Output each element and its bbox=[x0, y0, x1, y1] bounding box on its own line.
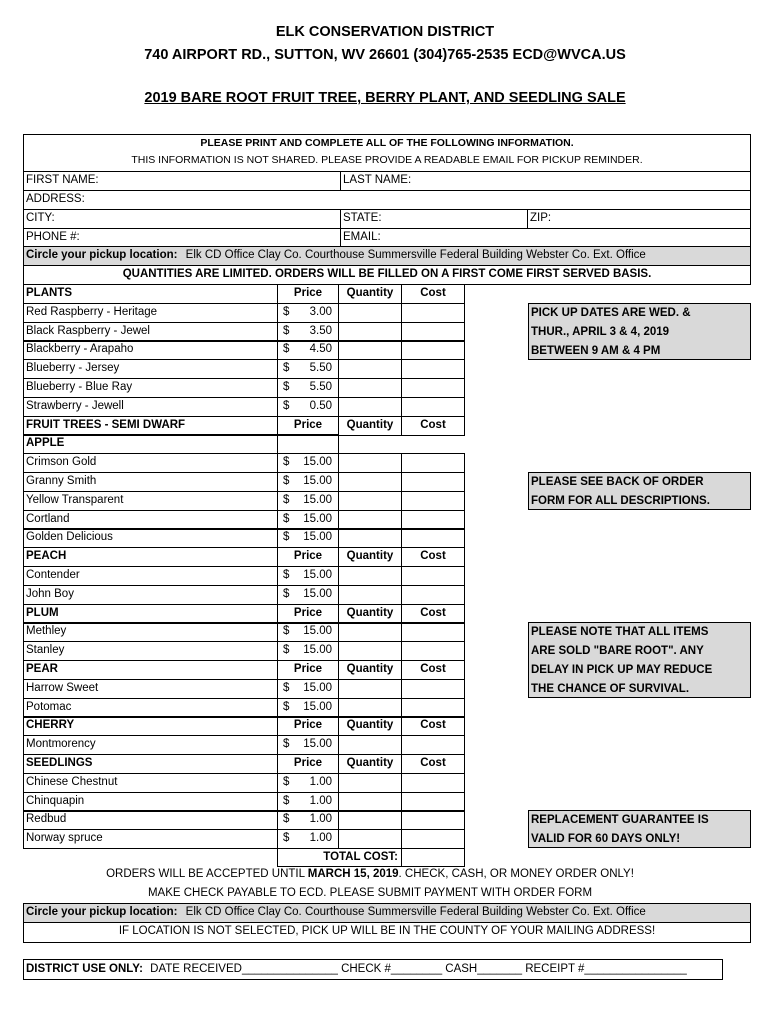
item-name: Golden Delicious bbox=[23, 528, 278, 548]
item-price: 1.00 bbox=[309, 795, 332, 807]
currency-symbol: $ bbox=[283, 813, 290, 825]
item-price: 1.00 bbox=[309, 813, 332, 825]
item-name: Harrow Sweet bbox=[23, 679, 278, 699]
section-heading-cherry: CHERRY bbox=[23, 716, 278, 736]
email-field[interactable]: EMAIL: bbox=[340, 228, 751, 247]
section-heading-pear: PEAR bbox=[23, 660, 278, 680]
currency-symbol: $ bbox=[283, 494, 290, 506]
cost-input[interactable] bbox=[401, 566, 465, 586]
quantity-input[interactable] bbox=[338, 735, 402, 755]
quantity-column-header: Quantity bbox=[338, 754, 402, 774]
price-cell bbox=[277, 359, 339, 379]
price-column-header: Price bbox=[277, 604, 339, 624]
quantity-input[interactable] bbox=[338, 810, 402, 830]
item-name: Redbud bbox=[23, 810, 278, 830]
price-cell bbox=[277, 397, 339, 417]
price-cell bbox=[277, 641, 339, 661]
district-use-fields: DATE RECEIVED_______________ CHECK #________ CASH_______ RECEIPT #________________ bbox=[150, 963, 687, 975]
quantity-input[interactable] bbox=[338, 303, 402, 323]
item-name: Crimson Gold bbox=[23, 453, 278, 473]
district-use-label: DISTRICT USE ONLY: bbox=[26, 963, 143, 975]
payable-line: MAKE CHECK PAYABLE TO ECD. PLEASE SUBMIT PAYMENT WITH ORDER FORM bbox=[147, 887, 593, 899]
price-cell bbox=[277, 622, 339, 642]
price-cell bbox=[277, 792, 339, 812]
section-heading-plum: PLUM bbox=[23, 604, 278, 624]
city-field[interactable]: CITY: bbox=[23, 209, 341, 229]
total-cost-field[interactable] bbox=[401, 848, 465, 867]
item-name: Granny Smith bbox=[23, 472, 278, 492]
cost-input[interactable] bbox=[401, 322, 465, 342]
cost-input[interactable] bbox=[401, 698, 465, 718]
note-line: FORM FOR ALL DESCRIPTIONS. bbox=[531, 495, 710, 507]
item-price: 15.00 bbox=[303, 475, 332, 487]
price-cell bbox=[277, 378, 339, 398]
pickup-locations[interactable]: Elk CD Office Clay Co. Courthouse Summersville Federal Building Webster Co. Ext. Office bbox=[185, 906, 646, 918]
cost-input[interactable] bbox=[401, 528, 465, 548]
cost-input[interactable] bbox=[401, 585, 465, 605]
bare-root-note bbox=[528, 622, 751, 698]
price-cell bbox=[277, 453, 339, 473]
cost-column-header: Cost bbox=[401, 416, 465, 436]
address-field[interactable]: ADDRESS: bbox=[23, 190, 751, 210]
price-cell bbox=[277, 810, 339, 830]
note-line: ARE SOLD "BARE ROOT". ANY bbox=[531, 645, 704, 657]
cost-input[interactable] bbox=[401, 810, 465, 830]
info-line-1: PLEASE PRINT AND COMPLETE ALL OF THE FOLLOWING INFORMATION. bbox=[200, 137, 574, 149]
item-price: 3.00 bbox=[309, 306, 332, 318]
note-line: PICK UP DATES ARE WED. & bbox=[531, 307, 691, 319]
currency-symbol: $ bbox=[283, 381, 290, 393]
currency-symbol: $ bbox=[283, 701, 290, 713]
limited-notice: QUANTITIES ARE LIMITED. ORDERS WILL BE FILLED ON A FIRST COME FIRST SERVED BASIS. bbox=[23, 265, 751, 285]
cost-input[interactable] bbox=[401, 472, 465, 492]
item-name: Montmorency bbox=[23, 735, 278, 755]
item-price: 15.00 bbox=[303, 513, 332, 525]
cost-input[interactable] bbox=[401, 679, 465, 699]
last-name-field[interactable]: LAST NAME: bbox=[340, 171, 751, 191]
org-name: ELK CONSERVATION DISTRICT bbox=[275, 24, 495, 40]
quantity-input[interactable] bbox=[338, 397, 402, 417]
price-column-header: Price bbox=[277, 716, 339, 736]
section-heading-plants: PLANTS bbox=[23, 284, 278, 304]
item-name: Chinese Chestnut bbox=[23, 773, 278, 793]
cost-input[interactable] bbox=[401, 303, 465, 323]
currency-symbol: $ bbox=[283, 325, 290, 337]
cost-input[interactable] bbox=[401, 829, 465, 849]
price-cell bbox=[277, 679, 339, 699]
item-price: 15.00 bbox=[303, 625, 332, 637]
cost-column-header: Cost bbox=[401, 604, 465, 624]
cost-input[interactable] bbox=[401, 378, 465, 398]
item-price: 1.00 bbox=[309, 832, 332, 844]
cost-input[interactable] bbox=[401, 641, 465, 661]
price-cell bbox=[277, 585, 339, 605]
item-price: 15.00 bbox=[303, 644, 332, 656]
quantity-input[interactable] bbox=[338, 340, 402, 360]
currency-symbol: $ bbox=[283, 644, 290, 656]
note-line: THUR., APRIL 3 & 4, 2019 bbox=[531, 326, 670, 338]
section-heading-seedlings: SEEDLINGS bbox=[23, 754, 278, 774]
currency-symbol: $ bbox=[283, 625, 290, 637]
price-column-header: Price bbox=[277, 284, 339, 304]
item-name: Red Raspberry - Heritage bbox=[23, 303, 278, 323]
item-price: 15.00 bbox=[303, 682, 332, 694]
currency-symbol: $ bbox=[283, 682, 290, 694]
cost-input[interactable] bbox=[401, 510, 465, 530]
price-cell-empty bbox=[277, 434, 339, 454]
item-price: 5.50 bbox=[309, 381, 332, 393]
note-line: VALID FOR 60 DAYS ONLY! bbox=[531, 833, 681, 845]
item-price: 15.00 bbox=[303, 531, 332, 543]
quantity-input[interactable] bbox=[338, 472, 402, 492]
cost-column-header: Cost bbox=[401, 547, 465, 567]
quantity-column-header: Quantity bbox=[338, 284, 402, 304]
info-instructions bbox=[23, 134, 751, 172]
cost-input[interactable] bbox=[401, 359, 465, 379]
quantity-input[interactable] bbox=[338, 829, 402, 849]
price-column-header: Price bbox=[277, 754, 339, 774]
orders-pre: ORDERS WILL BE ACCEPTED UNTIL bbox=[106, 868, 308, 880]
quantity-column-header: Quantity bbox=[338, 547, 402, 567]
orders-post: . CHECK, CASH, OR MONEY ORDER ONLY! bbox=[398, 868, 634, 880]
quantity-column-header: Quantity bbox=[338, 716, 402, 736]
quantity-input[interactable] bbox=[338, 622, 402, 642]
quantity-input[interactable] bbox=[338, 491, 402, 511]
note-line: DELAY IN PICK UP MAY REDUCE bbox=[531, 664, 713, 676]
pickup-label: Circle your pickup location: bbox=[26, 249, 178, 261]
cost-input[interactable] bbox=[401, 397, 465, 417]
cost-column-header: Cost bbox=[401, 716, 465, 736]
quantity-input[interactable] bbox=[338, 566, 402, 586]
section-heading-peach: PEACH bbox=[23, 547, 278, 567]
zip-field[interactable]: ZIP: bbox=[527, 209, 751, 229]
item-price: 15.00 bbox=[303, 588, 332, 600]
total-cost-label: TOTAL COST: bbox=[277, 848, 402, 867]
item-name: Potomac bbox=[23, 698, 278, 718]
price-cell bbox=[277, 322, 339, 342]
item-price: 1.00 bbox=[309, 776, 332, 788]
quantity-column-header: Quantity bbox=[338, 604, 402, 624]
pickup-dates-note bbox=[528, 303, 751, 360]
quantity-input[interactable] bbox=[338, 792, 402, 812]
item-name: Blueberry - Jersey bbox=[23, 359, 278, 379]
currency-symbol: $ bbox=[283, 776, 290, 788]
item-price: 15.00 bbox=[303, 494, 332, 506]
price-cell bbox=[277, 491, 339, 511]
cost-input[interactable] bbox=[401, 773, 465, 793]
note-line: THE CHANCE OF SURVIVAL. bbox=[531, 683, 690, 695]
item-name: Contender bbox=[23, 566, 278, 586]
currency-symbol: $ bbox=[283, 832, 290, 844]
item-price: 4.50 bbox=[309, 343, 332, 355]
cost-input[interactable] bbox=[401, 453, 465, 473]
price-cell bbox=[277, 735, 339, 755]
item-price: 15.00 bbox=[303, 456, 332, 468]
first-name-field[interactable]: FIRST NAME: bbox=[23, 171, 341, 191]
currency-symbol: $ bbox=[283, 475, 290, 487]
item-name: Black Raspberry - Jewel bbox=[23, 322, 278, 342]
location-not-selected-notice: IF LOCATION IS NOT SELECTED, PICK UP WILL BE IN THE COUNTY OF YOUR MAILING ADDRESS! bbox=[23, 922, 751, 943]
item-name: Blackberry - Arapaho bbox=[23, 340, 278, 360]
quantity-input[interactable] bbox=[338, 510, 402, 530]
section-heading-fruit: FRUIT TREES - SEMI DWARF bbox=[23, 416, 278, 436]
cost-column-header: Cost bbox=[401, 284, 465, 304]
currency-symbol: $ bbox=[283, 456, 290, 468]
item-name: Norway spruce bbox=[23, 829, 278, 849]
cost-input[interactable] bbox=[401, 491, 465, 511]
price-cell bbox=[277, 303, 339, 323]
price-column-header: Price bbox=[277, 660, 339, 680]
price-cell bbox=[277, 829, 339, 849]
orders-deadline bbox=[0, 868, 740, 880]
org-address: 740 AIRPORT RD., SUTTON, WV 26601 (304)765-2535 ECD@WVCA.US bbox=[144, 47, 626, 63]
pickup-locations[interactable]: Elk CD Office Clay Co. Courthouse Summersville Federal Building Webster Co. Ext. Office bbox=[185, 249, 646, 261]
pickup-label: Circle your pickup location: bbox=[26, 906, 178, 918]
item-name: Cortland bbox=[23, 510, 278, 530]
price-cell bbox=[277, 698, 339, 718]
quantity-input[interactable] bbox=[338, 359, 402, 379]
form-title: 2019 BARE ROOT FRUIT TREE, BERRY PLANT, AND SEEDLING SALE bbox=[144, 90, 626, 106]
price-cell bbox=[277, 773, 339, 793]
see-back-note bbox=[528, 472, 751, 510]
note-line: REPLACEMENT GUARANTEE IS bbox=[531, 814, 709, 826]
quantity-input[interactable] bbox=[338, 679, 402, 699]
price-cell bbox=[277, 566, 339, 586]
currency-symbol: $ bbox=[283, 400, 290, 412]
item-price: 5.50 bbox=[309, 362, 332, 374]
cost-column-header: Cost bbox=[401, 754, 465, 774]
cost-input[interactable] bbox=[401, 792, 465, 812]
quantity-input[interactable] bbox=[338, 322, 402, 342]
quantity-input[interactable] bbox=[338, 378, 402, 398]
item-price: 15.00 bbox=[303, 569, 332, 581]
item-name: Stanley bbox=[23, 641, 278, 661]
item-name: Yellow Transparent bbox=[23, 491, 278, 511]
price-column-header: Price bbox=[277, 547, 339, 567]
price-cell bbox=[277, 340, 339, 360]
item-price: 15.00 bbox=[303, 701, 332, 713]
orders-date: MARCH 15, 2019 bbox=[307, 868, 399, 880]
currency-symbol: $ bbox=[283, 738, 290, 750]
price-cell bbox=[277, 472, 339, 492]
section-heading-apple: APPLE bbox=[23, 434, 278, 454]
guarantee-note bbox=[528, 810, 751, 848]
quantity-input[interactable] bbox=[338, 641, 402, 661]
item-price: 3.50 bbox=[309, 325, 332, 337]
price-column-header: Price bbox=[277, 416, 339, 436]
note-line: PLEASE SEE BACK OF ORDER bbox=[531, 476, 704, 488]
quantity-column-header: Quantity bbox=[338, 416, 402, 436]
currency-symbol: $ bbox=[283, 588, 290, 600]
item-price: 15.00 bbox=[303, 738, 332, 750]
note-line: BETWEEN 9 AM & 4 PM bbox=[531, 345, 661, 357]
quantity-column-header: Quantity bbox=[338, 660, 402, 680]
pickup-location-row-2[interactable] bbox=[23, 903, 751, 923]
state-field[interactable]: STATE: bbox=[340, 209, 528, 229]
currency-symbol: $ bbox=[283, 531, 290, 543]
currency-symbol: $ bbox=[283, 306, 290, 318]
quantity-input[interactable] bbox=[338, 773, 402, 793]
currency-symbol: $ bbox=[283, 513, 290, 525]
item-name: Strawberry - Jewell bbox=[23, 397, 278, 417]
note-line: PLEASE NOTE THAT ALL ITEMS bbox=[531, 626, 709, 638]
district-use-row bbox=[23, 959, 723, 980]
phone-field[interactable]: PHONE #: bbox=[23, 228, 341, 247]
quantity-input[interactable] bbox=[338, 528, 402, 548]
quantity-input[interactable] bbox=[338, 585, 402, 605]
currency-symbol: $ bbox=[283, 795, 290, 807]
quantity-input[interactable] bbox=[338, 698, 402, 718]
item-name: Chinquapin bbox=[23, 792, 278, 812]
currency-symbol: $ bbox=[283, 343, 290, 355]
quantity-input[interactable] bbox=[338, 453, 402, 473]
item-price: 0.50 bbox=[309, 400, 332, 412]
pickup-location-row[interactable] bbox=[23, 246, 751, 266]
cost-column-header: Cost bbox=[401, 660, 465, 680]
cost-input[interactable] bbox=[401, 735, 465, 755]
info-line-2: THIS INFORMATION IS NOT SHARED. PLEASE PROVIDE A READABLE EMAIL FOR PICKUP REMINDER. bbox=[131, 154, 643, 166]
currency-symbol: $ bbox=[283, 569, 290, 581]
item-name: Methley bbox=[23, 622, 278, 642]
item-name: Blueberry - Blue Ray bbox=[23, 378, 278, 398]
currency-symbol: $ bbox=[283, 362, 290, 374]
cost-input[interactable] bbox=[401, 340, 465, 360]
price-cell bbox=[277, 510, 339, 530]
item-name: John Boy bbox=[23, 585, 278, 605]
cost-input[interactable] bbox=[401, 622, 465, 642]
price-cell bbox=[277, 528, 339, 548]
